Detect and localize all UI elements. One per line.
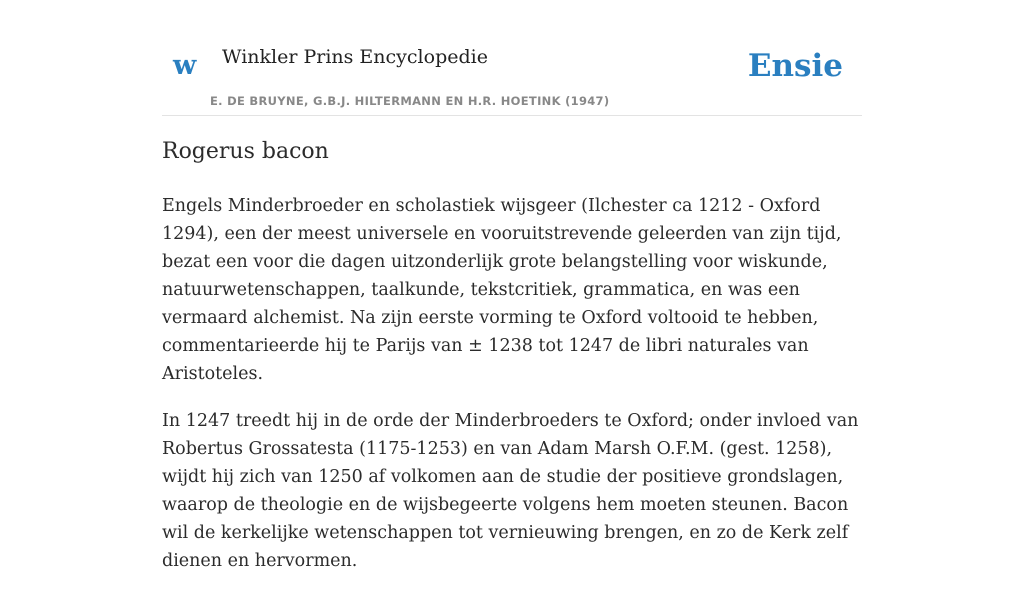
article-body (162, 192, 862, 594)
page (162, 0, 862, 571)
book-title[interactable]: Winkler Prins Encyclopedie (222, 46, 488, 68)
article-paragraph: Engels Minderbroeder en scholastiek wijsgeer (Ilchester ca 1212 - Oxford 1294), een der meest universele en vooruitstrevende geleerden van zijn tijd, bezat een voor die dagen uitzonderlijk grote belangstelling voor wiskunde, natuurwetenschappen, taalkunde, tekstcritiek, grammatica, en was een vermaard alchemist. Na zijn eerste vorming te Oxford voltooid te hebben, commentarieerde hij te Parijs van ± 1238 tot 1247 de libri naturales van Aristoteles. (162, 196, 842, 384)
article-title: Rogerus bacon (162, 139, 329, 164)
winkler-prins-logo[interactable]: w (173, 50, 197, 81)
ensie-logo-link[interactable]: Ensie (747, 48, 843, 84)
book-authors: E. DE BRUYNE, G.B.J. HILTERMANN EN H.R. HOETINK (1947) (210, 94, 610, 108)
header (162, 0, 862, 116)
article-paragraph: In 1247 treedt hij in de orde der Minderbroeders te Oxford; onder invloed van Robertus Grossatesta (1175-1253) en van Adam Marsh O.F.M. (gest. 1258), wijdt hij zich van 1250 af volkomen aan de studie der positieve grondslagen, waarop de theologie en de wijsbegeerte volgens hem moeten steunen. Bacon wil de kerkelijke wetenschappen tot vernieuwing brengen, en zo de Kerk zelf dienen en hervormen. (162, 411, 859, 571)
